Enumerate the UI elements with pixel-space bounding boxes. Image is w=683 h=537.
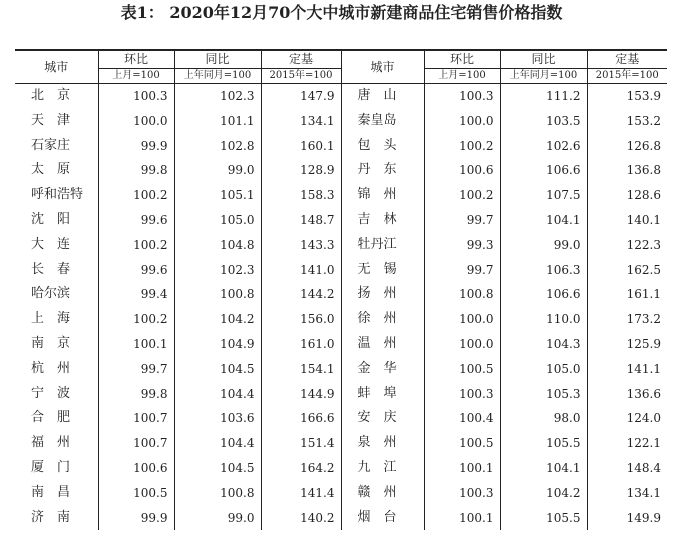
mom-value-cell: 100.0 (424, 109, 500, 134)
city-cell: 天 津 (31, 112, 71, 128)
fixed-base-value-cell: 140.1 (587, 208, 667, 233)
city-column-header: 城市 (341, 50, 424, 84)
fixed-base-value-cell: 154.1 (261, 357, 341, 382)
yoy-value-cell: 105.5 (500, 431, 587, 456)
mom-value-cell: 99.7 (424, 208, 500, 233)
yoy-value-cell: 104.2 (174, 307, 261, 332)
city-cell: 扬 州 (341, 282, 424, 307)
table-row (15, 406, 667, 431)
yoy-value-cell: 104.5 (174, 456, 261, 481)
mom-value-cell: 100.1 (424, 456, 500, 481)
yoy-value-cell: 104.4 (174, 382, 261, 407)
mom-value-cell: 100.5 (98, 481, 174, 506)
fixed-base-value-cell: 147.9 (261, 84, 341, 109)
city-cell: 徐 州 (341, 307, 424, 332)
fixed-base-value-cell: 153.9 (587, 84, 667, 109)
city-cell: 南 京 (31, 335, 71, 351)
yoy-value-cell: 104.2 (500, 481, 587, 506)
yoy-value-cell: 98.0 (500, 406, 587, 431)
yoy-value-cell: 106.6 (500, 158, 587, 183)
table-row (15, 431, 667, 456)
mom-value-cell: 100.2 (424, 134, 500, 159)
yoy-column-header: 同比 (174, 50, 261, 69)
fixed-base-value-cell: 151.4 (261, 431, 341, 456)
mom-column-header: 环比 (424, 50, 500, 69)
mom-base-label: 上月=100 (98, 69, 174, 84)
fixed-base-value-cell: 136.6 (587, 382, 667, 407)
mom-value-cell: 100.6 (424, 158, 500, 183)
city-cell: 无 锡 (341, 258, 424, 283)
city-cell: 上 海 (31, 311, 71, 327)
fixed-base-value-cell: 161.1 (587, 282, 667, 307)
table-row (15, 282, 667, 307)
fixed-base-value-cell: 149.9 (587, 506, 667, 531)
mom-value-cell: 100.4 (424, 406, 500, 431)
mom-value-cell: 100.0 (424, 332, 500, 357)
yoy-value-cell: 99.0 (500, 233, 587, 258)
yoy-column-header: 同比 (500, 50, 587, 69)
fixed-base-value-cell: 136.8 (587, 158, 667, 183)
yoy-value-cell: 107.5 (500, 183, 587, 208)
yoy-value-cell: 102.3 (174, 258, 261, 283)
city-cell: 厦 门 (31, 459, 71, 475)
yoy-value-cell: 111.2 (500, 84, 587, 109)
table-row (15, 109, 667, 134)
table-row (15, 233, 667, 258)
city-cell: 长 春 (31, 261, 71, 277)
yoy-value-cell: 104.4 (174, 431, 261, 456)
yoy-value-cell: 102.8 (174, 134, 261, 159)
fixed-base-value-cell: 144.9 (261, 382, 341, 407)
fixed-base-value-cell: 141.4 (261, 481, 341, 506)
mom-value-cell: 99.7 (98, 357, 174, 382)
city-cell: 北 京 (31, 88, 71, 103)
city-cell: 石家庄 (31, 137, 71, 153)
table-header (15, 50, 667, 84)
fixed-base-value-cell: 144.2 (261, 282, 341, 307)
fixed-base-value-cell: 143.3 (261, 233, 341, 258)
fixed-base-label: 2015年=100 (261, 69, 341, 84)
city-cell: 杭 州 (31, 360, 71, 376)
city-cell: 安 庆 (341, 406, 424, 431)
table-row (15, 332, 667, 357)
mom-value-cell: 99.8 (98, 382, 174, 407)
fixed-base-value-cell: 153.2 (587, 109, 667, 134)
city-cell: 蚌 埠 (341, 382, 424, 407)
fixed-base-value-cell: 141.1 (587, 357, 667, 382)
table-row (15, 258, 667, 283)
yoy-value-cell: 100.8 (174, 481, 261, 506)
mom-value-cell: 100.5 (424, 431, 500, 456)
mom-value-cell: 100.3 (424, 382, 500, 407)
city-cell: 金 华 (341, 357, 424, 382)
mom-value-cell: 100.3 (424, 481, 500, 506)
city-cell: 呼和浩特 (31, 187, 84, 203)
mom-value-cell: 100.0 (424, 307, 500, 332)
mom-value-cell: 100.8 (424, 282, 500, 307)
fixed-base-value-cell: 128.6 (587, 183, 667, 208)
yoy-value-cell: 104.5 (174, 357, 261, 382)
city-cell: 泉 州 (341, 431, 424, 456)
table-row (15, 84, 667, 109)
yoy-base-label: 上年同月=100 (500, 69, 587, 84)
yoy-value-cell: 103.6 (174, 406, 261, 431)
city-cell: 福 州 (31, 435, 71, 451)
yoy-value-cell: 104.1 (500, 456, 587, 481)
yoy-value-cell: 105.5 (500, 506, 587, 531)
table-row (15, 506, 667, 531)
mom-value-cell: 100.5 (424, 357, 500, 382)
table-row (15, 208, 667, 233)
yoy-value-cell: 105.0 (500, 357, 587, 382)
yoy-value-cell: 104.8 (174, 233, 261, 258)
yoy-value-cell: 106.3 (500, 258, 587, 283)
fixed-base-value-cell: 134.1 (261, 109, 341, 134)
page-title: 表1： 2020年12月70个大中城市新建商品住宅销售价格指数 (120, 3, 563, 22)
fixed-base-value-cell: 162.5 (587, 258, 667, 283)
city-cell: 秦皇岛 (341, 109, 424, 134)
city-cell: 丹 东 (341, 158, 424, 183)
mom-column-header: 环比 (98, 50, 174, 69)
city-cell: 赣 州 (341, 481, 424, 506)
city-cell: 唐 山 (341, 84, 424, 109)
table-row (15, 481, 667, 506)
yoy-value-cell: 105.1 (174, 183, 261, 208)
city-cell: 济 南 (31, 509, 71, 525)
fixed-base-value-cell: 126.8 (587, 134, 667, 159)
city-cell: 沈 阳 (31, 211, 71, 227)
city-column-header: 城市 (15, 50, 98, 84)
mom-base-label: 上月=100 (424, 69, 500, 84)
yoy-value-cell: 102.6 (500, 134, 587, 159)
yoy-value-cell: 100.8 (174, 282, 261, 307)
table-row (15, 456, 667, 481)
mom-value-cell: 99.9 (98, 134, 174, 159)
city-cell: 温 州 (341, 332, 424, 357)
city-cell: 哈尔滨 (31, 286, 71, 302)
city-cell: 合 肥 (31, 410, 71, 426)
table-row (15, 134, 667, 159)
yoy-value-cell: 110.0 (500, 307, 587, 332)
yoy-value-cell: 99.0 (174, 158, 261, 183)
mom-value-cell: 100.1 (98, 332, 174, 357)
fixed-base-value-cell: 148.7 (261, 208, 341, 233)
mom-value-cell: 100.2 (98, 183, 174, 208)
yoy-value-cell: 104.9 (174, 332, 261, 357)
city-cell: 九 江 (341, 456, 424, 481)
mom-value-cell: 100.2 (424, 183, 500, 208)
mom-value-cell: 99.8 (98, 158, 174, 183)
yoy-value-cell: 99.0 (174, 506, 261, 531)
city-cell: 宁 波 (31, 385, 71, 401)
yoy-value-cell: 104.3 (500, 332, 587, 357)
fixed-base-value-cell: 148.4 (587, 456, 667, 481)
table-row (15, 382, 667, 407)
city-cell: 吉 林 (341, 208, 424, 233)
mom-value-cell: 100.6 (98, 456, 174, 481)
city-cell: 太 原 (31, 162, 71, 178)
table-row (15, 183, 667, 208)
table-row (15, 357, 667, 382)
yoy-value-cell: 104.1 (500, 208, 587, 233)
fixed-base-label: 2015年=100 (587, 69, 667, 84)
city-cell: 大 连 (31, 236, 71, 252)
fixed-base-value-cell: 140.2 (261, 506, 341, 531)
fixed-base-column-header: 定基 (587, 50, 667, 69)
fixed-base-value-cell: 122.1 (587, 431, 667, 456)
mom-value-cell: 99.9 (98, 506, 174, 531)
mom-value-cell: 99.6 (98, 258, 174, 283)
city-cell: 南 昌 (31, 484, 71, 500)
mom-value-cell: 100.0 (98, 109, 174, 134)
fixed-base-value-cell: 125.9 (587, 332, 667, 357)
yoy-base-label: 上年同月=100 (174, 69, 261, 84)
fixed-base-value-cell: 141.0 (261, 258, 341, 283)
fixed-base-value-cell: 161.0 (261, 332, 341, 357)
mom-value-cell: 100.7 (98, 431, 174, 456)
fixed-base-value-cell: 156.0 (261, 307, 341, 332)
mom-value-cell: 99.7 (424, 258, 500, 283)
yoy-value-cell: 101.1 (174, 109, 261, 134)
fixed-base-value-cell: 166.6 (261, 406, 341, 431)
yoy-value-cell: 102.3 (174, 84, 261, 109)
table-row (15, 158, 667, 183)
city-cell: 锦 州 (341, 183, 424, 208)
mom-value-cell: 100.2 (98, 233, 174, 258)
mom-value-cell: 99.3 (424, 233, 500, 258)
mom-value-cell: 99.6 (98, 208, 174, 233)
fixed-base-value-cell: 158.3 (261, 183, 341, 208)
fixed-base-value-cell: 164.2 (261, 456, 341, 481)
yoy-value-cell: 105.0 (174, 208, 261, 233)
table-row (15, 307, 667, 332)
yoy-value-cell: 103.5 (500, 109, 587, 134)
fixed-base-value-cell: 124.0 (587, 406, 667, 431)
city-cell: 牡丹江 (341, 233, 424, 258)
mom-value-cell: 100.3 (98, 84, 174, 109)
yoy-value-cell: 105.3 (500, 382, 587, 407)
city-cell: 烟 台 (341, 506, 424, 531)
fixed-base-value-cell: 173.2 (587, 307, 667, 332)
fixed-base-value-cell: 128.9 (261, 158, 341, 183)
fixed-base-value-cell: 134.1 (587, 481, 667, 506)
city-cell: 包 头 (341, 134, 424, 159)
yoy-value-cell: 106.6 (500, 282, 587, 307)
mom-value-cell: 100.7 (98, 406, 174, 431)
mom-value-cell: 100.2 (98, 307, 174, 332)
mom-value-cell: 100.1 (424, 506, 500, 531)
fixed-base-value-cell: 160.1 (261, 134, 341, 159)
fixed-base-column-header: 定基 (261, 50, 341, 69)
fixed-base-value-cell: 122.3 (587, 233, 667, 258)
mom-value-cell: 99.4 (98, 282, 174, 307)
table-body (15, 84, 667, 531)
mom-value-cell: 100.3 (424, 84, 500, 109)
price-index-table (15, 49, 667, 530)
